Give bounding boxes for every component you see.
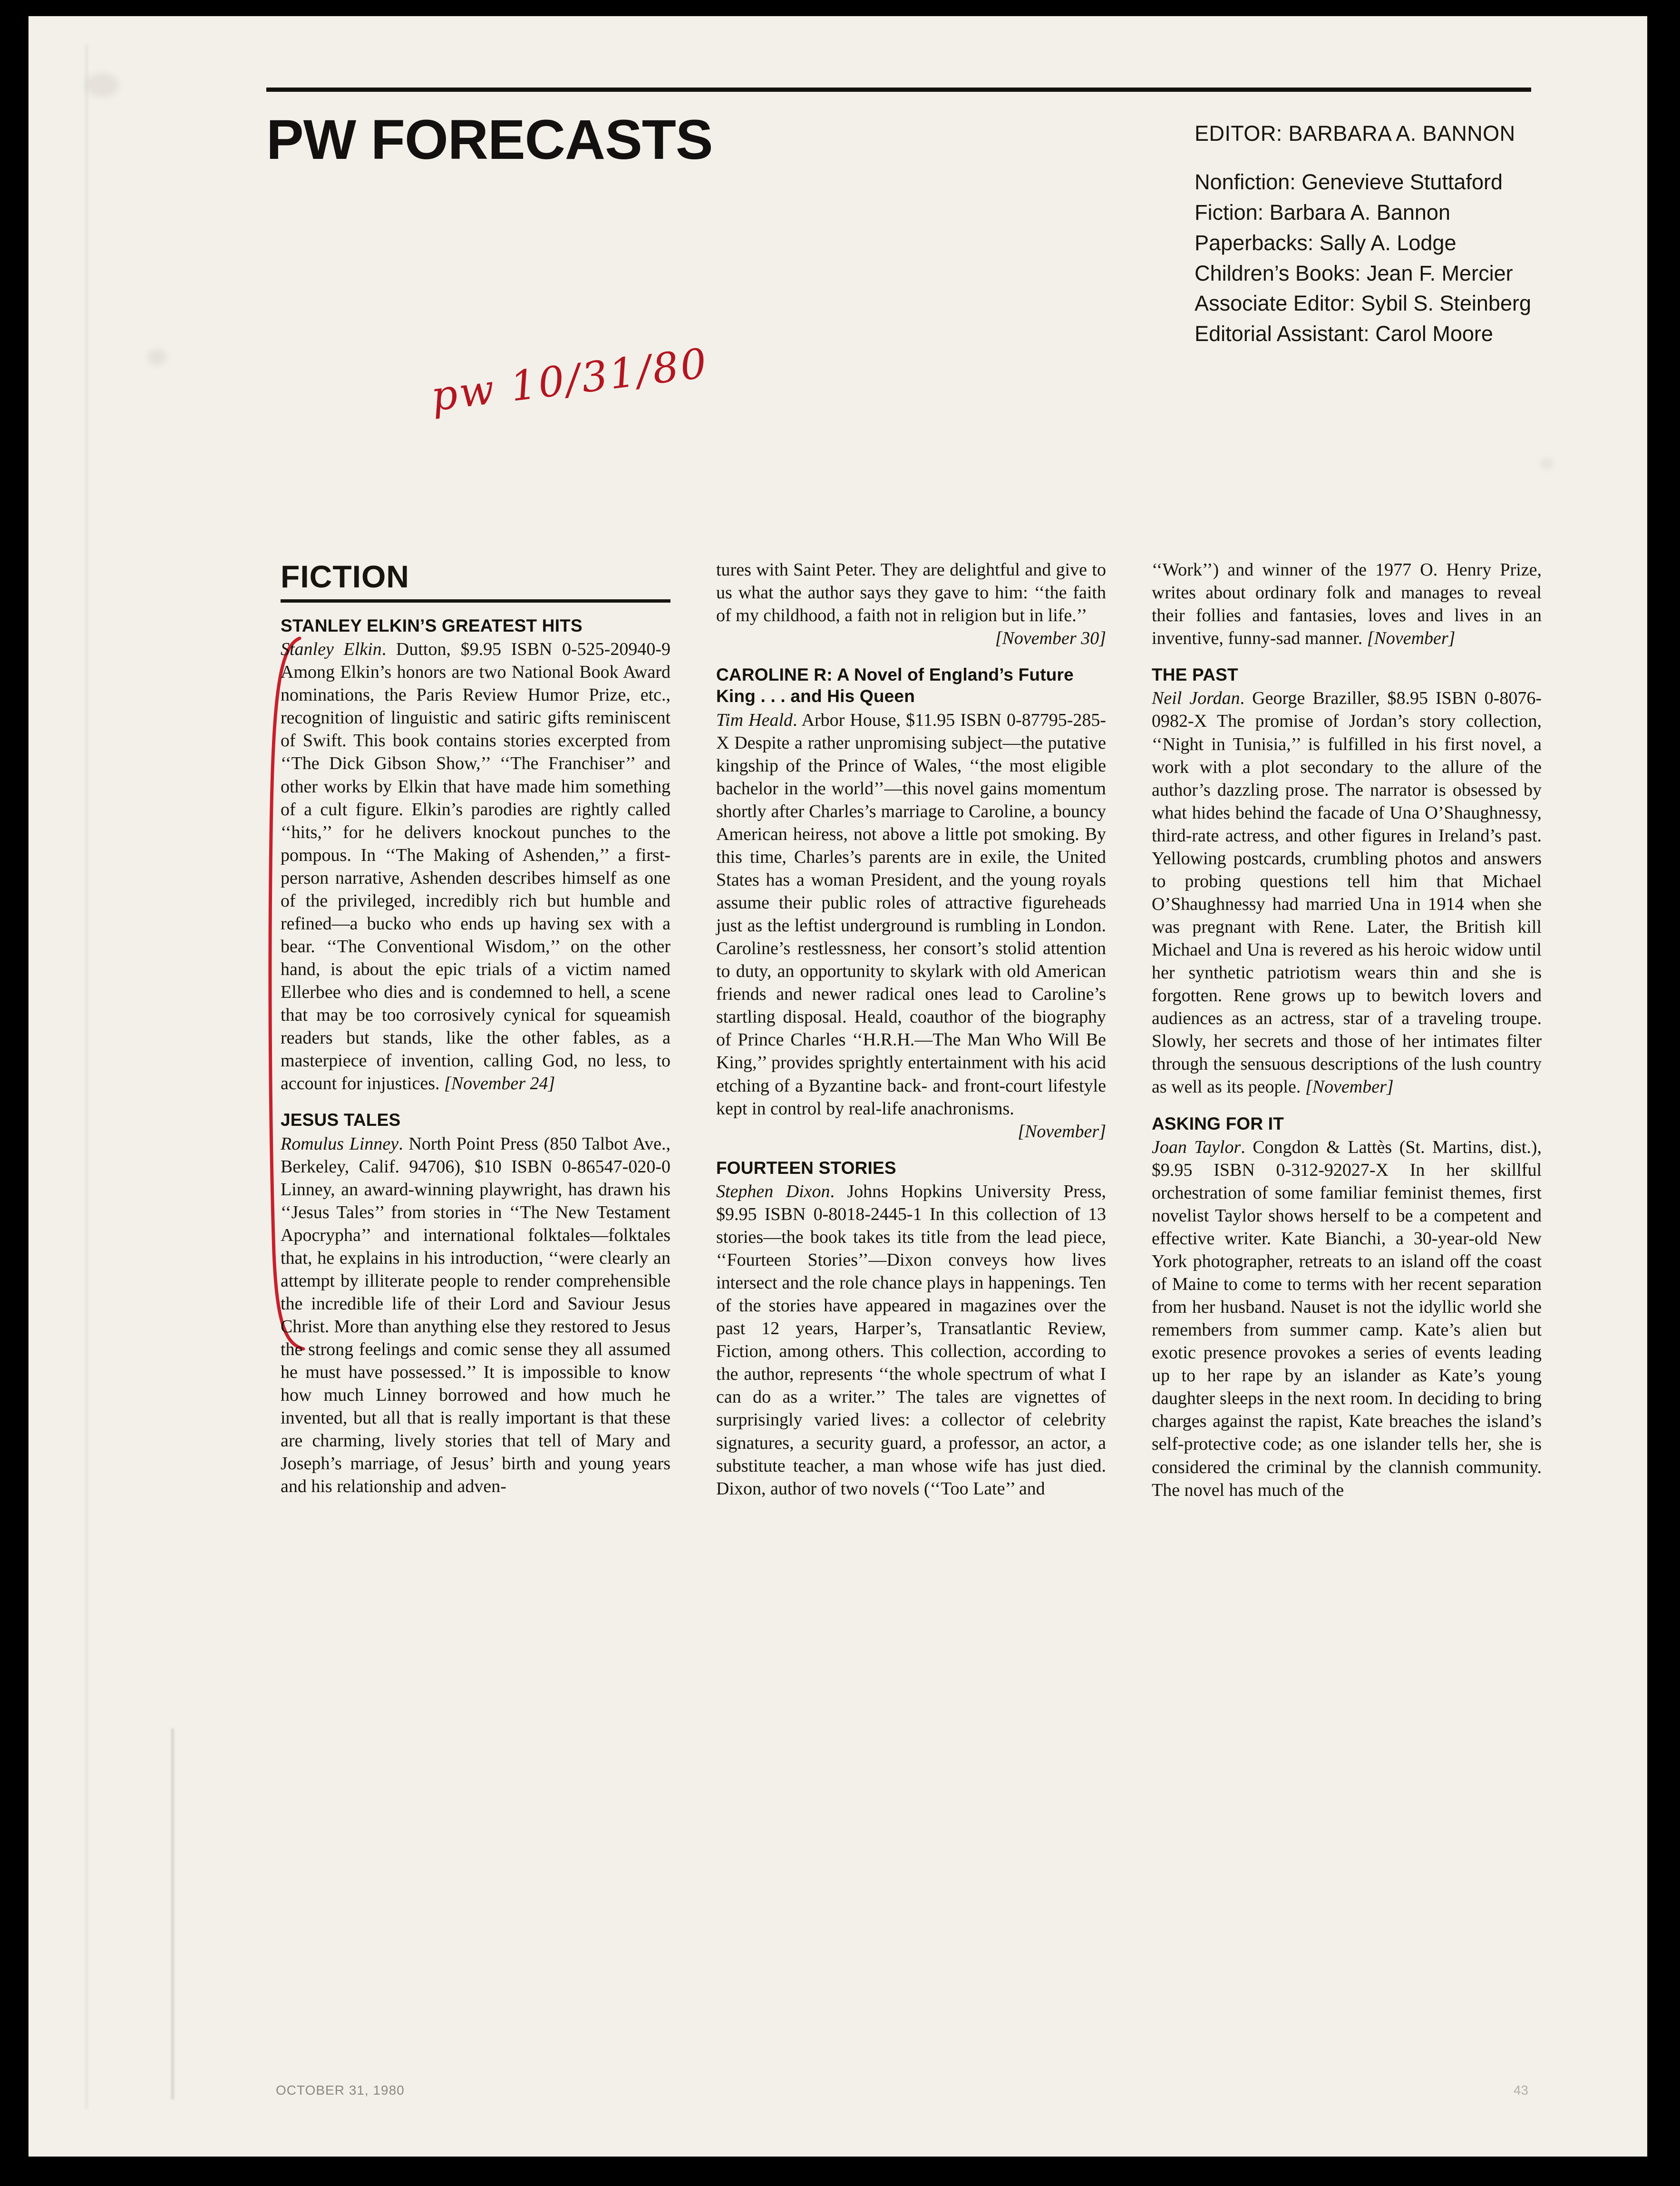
article-columns — [281, 558, 1545, 1516]
folio-right: 43 — [1513, 2083, 1528, 2098]
masthead — [266, 88, 1531, 349]
review-title: STANLEY ELKIN’S GREATEST HITS — [281, 616, 583, 635]
review-title: CAROLINE R: A Novel of England’s Future King . . . and His Queen — [716, 665, 1074, 706]
review-entry — [1152, 664, 1542, 1098]
review-title: JESUS TALES — [281, 1110, 401, 1130]
column-1 — [281, 558, 670, 1516]
review-date: [November] — [1018, 1121, 1106, 1142]
continued-paragraph: tures with Saint Peter. They are delightful and give to us what the author says they gave to him: ‘‘the faith of my childhood, a faith not in religion but in life.’’ — [716, 560, 1106, 626]
review-byline: Joan Taylor — [1152, 1137, 1241, 1157]
paper-fold — [171, 1728, 174, 2099]
handwritten-date-annotation: pw 10/31/80 — [428, 339, 711, 421]
review-entry — [281, 1109, 670, 1498]
continued-date: [November 30] — [995, 628, 1106, 649]
column-2 — [716, 558, 1106, 1516]
masthead-top-rule — [266, 88, 1531, 92]
continued-text — [716, 558, 1106, 650]
review-imprint: . Dutton, $9.95 ISBN 0-525-20940-9 — [381, 639, 670, 660]
review-body — [281, 1132, 670, 1498]
review-date: [November] — [1305, 1077, 1394, 1097]
review-body — [1152, 1136, 1542, 1502]
review-text: The promise of Jordan’s story collection, ‘‘Night in Tunisia,’’ is fulfilled in his first novel, a work with a plot secondary to the allure of the author’s dazzling prose. The narrator is obsessed by what hides behind the facade of Una O’Shaughnessy, third-rate actress, and other figures in Ireland’s past. Yellowing postcards, crumbling photos and answers to probing questions tell him that Michael O’Shaughnessy had married Una in 1914 when she was pregnant with Rene. Later, the British kill Michael and Una is revered as his heroic widow until her synthetic patriotism wears thin and she is forgotten. Rene grows up to bewitch lovers and audiences as an actress, star of a traveling troupe. Slowly, her secrets and those of her intimates filter through the sensuous descriptions of the lush country as well as its people. — [1152, 711, 1542, 1097]
folio-left: OCTOBER 31, 1980 — [276, 2083, 405, 2098]
review-byline: Tim Heald — [716, 710, 793, 730]
review-entry — [716, 664, 1106, 1142]
credit-paperbacks: Paperbacks: Sally A. Lodge — [1194, 230, 1457, 255]
credit-associate-editor: Associate Editor: Sybil S. Steinberg — [1194, 291, 1531, 316]
review-imprint: . Johns Hopkins University Press, $9.95 ISBN 0-8018-2445-1 — [716, 1181, 1106, 1224]
review-text: Among Elkin’s honors are two National Book Award nominations, the Paris Review Humor Prize, etc., recognition of linguistic and satiric gifts reminiscent of Swift. This book contains stories excerpted from ‘‘The Dick Gibson Show,’’ ‘‘The Franchiser’’ and other works by Elkin that have made him something of a cult figure. Elkin’s parodies are rightly called ‘‘hits,’’ for he delivers knockout punches to the pompous. In ‘‘The Making of Ashenden,’’ a first-person narrative, Ashenden describes himself as one of the privileged, incredibly rich but humble and refined—a bucko who ends up having sex with a bear. ‘‘The Conventional Wisdom,’’ on the other hand, is about the epic trials of a victim named Ellerbee who dies and is condemned to hell, a scene that may be too corrosively cynical for squeamish readers but stands, like the other fables, as a masterpiece of invention, calling God, no less, to account for injustices. — [281, 662, 670, 1094]
review-entry — [1152, 1113, 1542, 1502]
review-date: [November 24] — [444, 1073, 555, 1094]
review-text: Linney, an award-winning playwright, has drawn his ‘‘Jesus Tales’’ from stories in ‘‘The New Testament Apocrypha’’ and international folktales—folktales that, he explains in his introduction, ‘‘were clearly an attempt by illiterate people to render comprehensible the incredible life of their Lord and Saviour Jesus Christ. More than anything else they restored to Jesus the strong feelings and comic sense they all assumed he must have possessed.’’ It is impossible to know how much Linney borrowed and how much he invented, but all that is really important is that these are charming, lively stories that tell of Mary and Joseph’s marriage, of Jesus’ birth and young years and his relationship and adven- — [281, 1179, 670, 1497]
credit-editorial-assistant: Editorial Assistant: Carol Moore — [1194, 322, 1493, 346]
paper-blotch — [1541, 459, 1553, 469]
review-title: THE PAST — [1152, 665, 1238, 685]
editor-line: EDITOR: BARBARA A. BANNON — [1194, 121, 1515, 146]
review-body — [716, 709, 1106, 1143]
review-byline: Neil Jordan — [1152, 688, 1240, 709]
review-text: Despite a rather unpromising subject—the putative kingship of the Prince of Wales, ‘‘the most eligible bachelor in the world’’—this novel gains momentum shortly after Charles’s marriage to Caroline, a bouncy American heiress, not above a little pot smoking. By this time, Charles’s parents are in exile, the United States has a woman President, and the young royals assume their public roles of attractive figureheads just as the leftist underground is rumbling in London. Caroline’s restlessness, her consort’s stolid attention to duty, an opportunity to skylark with old American friends and newer radical ones lead to Caroline’s startling disposal. Heald, coauthor of the biography of Prince Charles ‘‘H.R.H.—The Man Who Will Be King,’’ provides sprightly entertainment with his acid etching of a Byzantine back- and front-court lifestyle kept in control by real-life anachronisms. — [716, 732, 1107, 1119]
review-title: FOURTEEN STORIES — [716, 1158, 896, 1178]
review-body — [281, 638, 670, 1095]
review-text: In this collection of 13 stories—the book takes its title from the lead piece, ‘‘Fourteen Stories’’—Dixon conveys how lives intersect and the role chance plays in happenings. Ten of the stories have appeared in magazines over the past 12 years, Harper’s, Transatlantic Review, Fiction, among others. This collection, according to the author, represents ‘‘the whole spectrum of what I can do as a writer.’’ The tales are vignettes of surprisingly varied lives: a collector of celebrity signatures, a security guard, a professor, an actor, a substitute teacher, a man whose wife has just died. Dixon, author of two novels (‘‘Too Late’’ and — [716, 1204, 1107, 1499]
masthead-credits — [1175, 103, 1531, 349]
paper-blotch — [86, 73, 119, 97]
review-byline: Stanley Elkin — [281, 639, 382, 660]
credit-childrens-books: Children’s Books: Jean F. Mercier — [1194, 261, 1513, 285]
section-rule — [281, 599, 670, 603]
paper-edge — [86, 45, 87, 2109]
review-text: In her skillful orchestration of some familiar feminist themes, first novelist Taylor shows herself to be a competent and effective writer. Kate Bianchi, a 30-year-old New York photographer, retreats to an island off the coast of Maine to come to terms with her recent separation from her husband. Nauset is not the idyllic world she remembers from summer camp. Kate’s alien but exotic presence provokes a series of events leading up to her rape by an islander as Kate’s young daughter sleeps in the next room. In deciding to bring charges against the rapist, Kate breaches the island’s self-protective code; as one islander tells her, she is considered the criminal by the clannish community. The novel has much of the — [1152, 1160, 1542, 1500]
paper-blotch — [147, 349, 166, 365]
review-imprint: . George Braziller, $8.95 ISBN 0-8076-0982-X — [1152, 688, 1542, 732]
credit-nonfiction: Nonfiction: Genevieve Stuttaford — [1194, 169, 1503, 194]
review-imprint: . Congdon & Lattès (St. Martins, dist.), $9.95 ISBN 0-312-92027-X — [1152, 1137, 1542, 1180]
scanned-page — [29, 16, 1647, 2157]
review-entry — [281, 615, 670, 1095]
review-body — [716, 1180, 1106, 1500]
continued-paragraph: ‘‘Work’’) and winner of the 1977 O. Henry Prize, writes about ordinary folk and manages to reveal their follies and fantasies, loves and lives in an inventive, funny-sad manner. — [1152, 560, 1542, 649]
review-imprint: . Arbor House, $11.95 ISBN 0-87795-285-X — [716, 710, 1106, 753]
column-3 — [1152, 558, 1542, 1516]
review-entry — [716, 1157, 1106, 1500]
continued-text — [1152, 558, 1542, 650]
section-heading-fiction: FICTION — [281, 559, 409, 594]
page-title: PW FORECASTS — [266, 108, 713, 171]
review-byline: Stephen Dixon — [716, 1181, 830, 1201]
review-byline: Romulus Linney — [281, 1133, 399, 1154]
review-body — [1152, 687, 1542, 1098]
credit-fiction: Fiction: Barbara A. Bannon — [1194, 200, 1450, 224]
review-imprint: . North Point Press (850 Talbot Ave., Berkeley, Calif. 94706), $10 ISBN 0-86547-020-0 — [281, 1133, 670, 1177]
review-title: ASKING FOR IT — [1152, 1113, 1284, 1133]
continued-date: [November] — [1367, 628, 1456, 649]
